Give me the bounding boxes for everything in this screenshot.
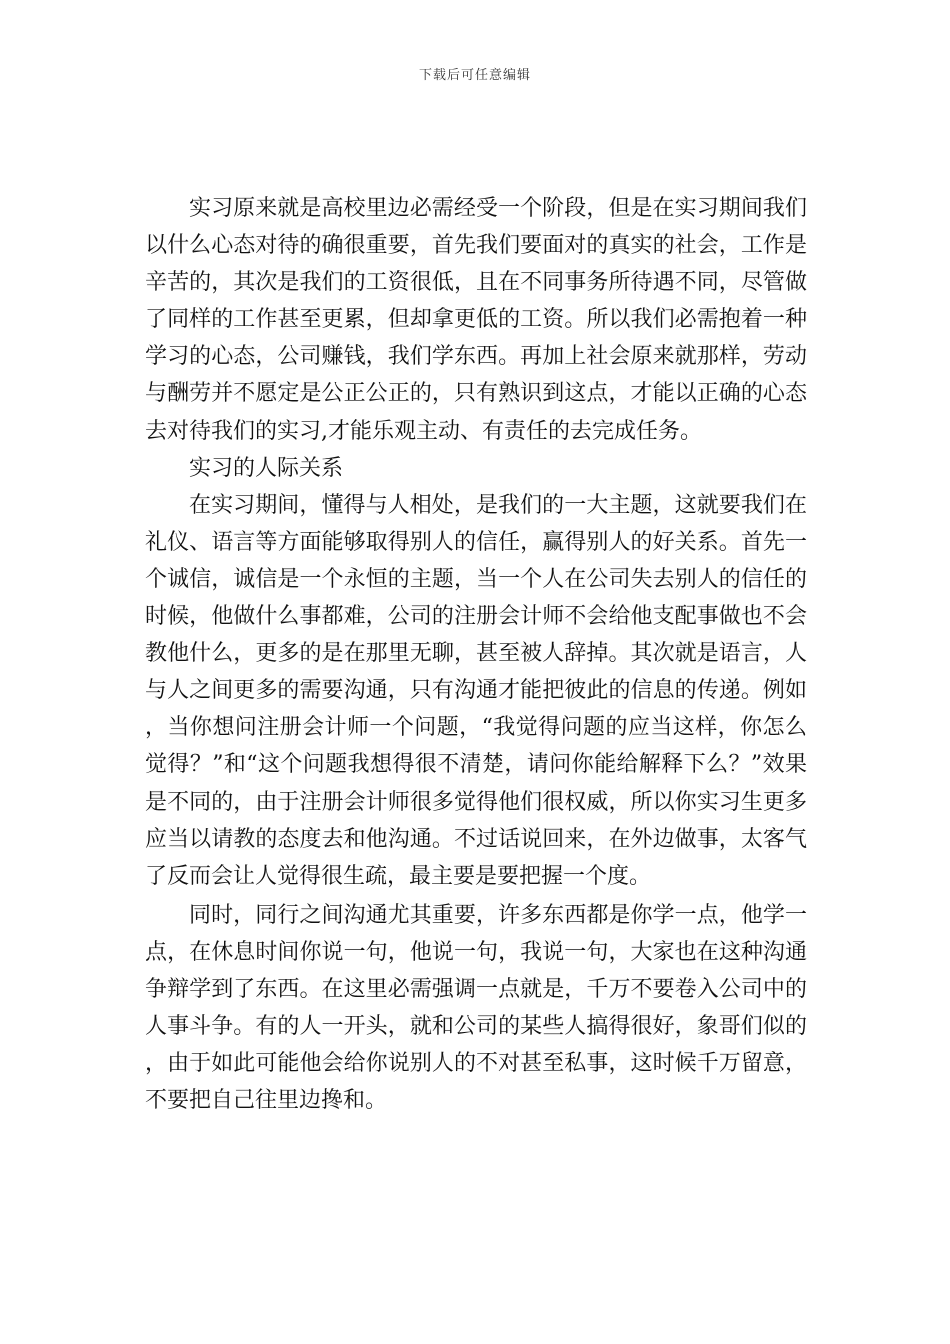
- paragraph-interpersonal-relations: 在实习期间，懂得与人相处，是我们的一大主题，这就要我们在礼仪、语言等方面能够取得别人的信任，赢得别人的好关系。首先一个诚信，诚信是一个永恒的主题，当一个人在公司失去别人的信任的时候，他做什么事都难，公司的注册会计师不会给他支配事做也不会教他什么，更多的是在那里无聊，甚至被人辞掉。其次就是语言，人与人之间更多的需要沟通，只有沟通才能把彼此的信息的传递。例如，当你想问注册会计师一个问题，“我觉得问题的应当这样，你怎么觉得？”和“这个问题我想得很不清楚，请问你能给解释下么？”效果是不同的，由于注册会计师很多觉得他们很权威，所以你实习生更多应当以请教的态度去和他沟通。不过话说回来，在外边做事，太客气了反而会让人觉得很生疏，最主要是要把握一个度。: [145, 492, 807, 889]
- section-heading: 实习的人际关系: [189, 455, 344, 481]
- document-body: [145, 190, 807, 1119]
- paragraph-peer-communication: 同时，同行之间沟通尤其重要，许多东西都是你学一点，他学一点，在休息时间你说一句，他说一句，我说一句，大家也在这种沟通争辩学到了东西。在这里必需强调一点就是，千万不要卷入公司中的人事斗争。有的人一开头，就和公司的某些人搞得很好，象哥们似的，由于如此可能他会给你说别人的不对甚至私事，这时候千万留意，不要把自己往里边搀和。: [145, 902, 807, 1114]
- page-header-note: 下载后可任意编辑: [418, 68, 531, 83]
- paragraph-internship-attitude: 实习原来就是高校里边必需经受一个阶段，但是在实习期间我们以什么心态对待的确很重要，首先我们要面对的真实的社会，工作是辛苦的，其次是我们的工资很低，且在不同事务所待遇不同，尽管做了同样的工作甚至更累，但却拿更低的工资。所以我们必需抱着一种学习的心态，公司赚钱，我们学东西。再加上社会原来就那样，劳动与酬劳并不愿定是公正公正的，只有熟识到这点，才能以正确的心态去对待我们的实习,才能乐观主动、有责任的去完成任务。: [145, 196, 807, 444]
